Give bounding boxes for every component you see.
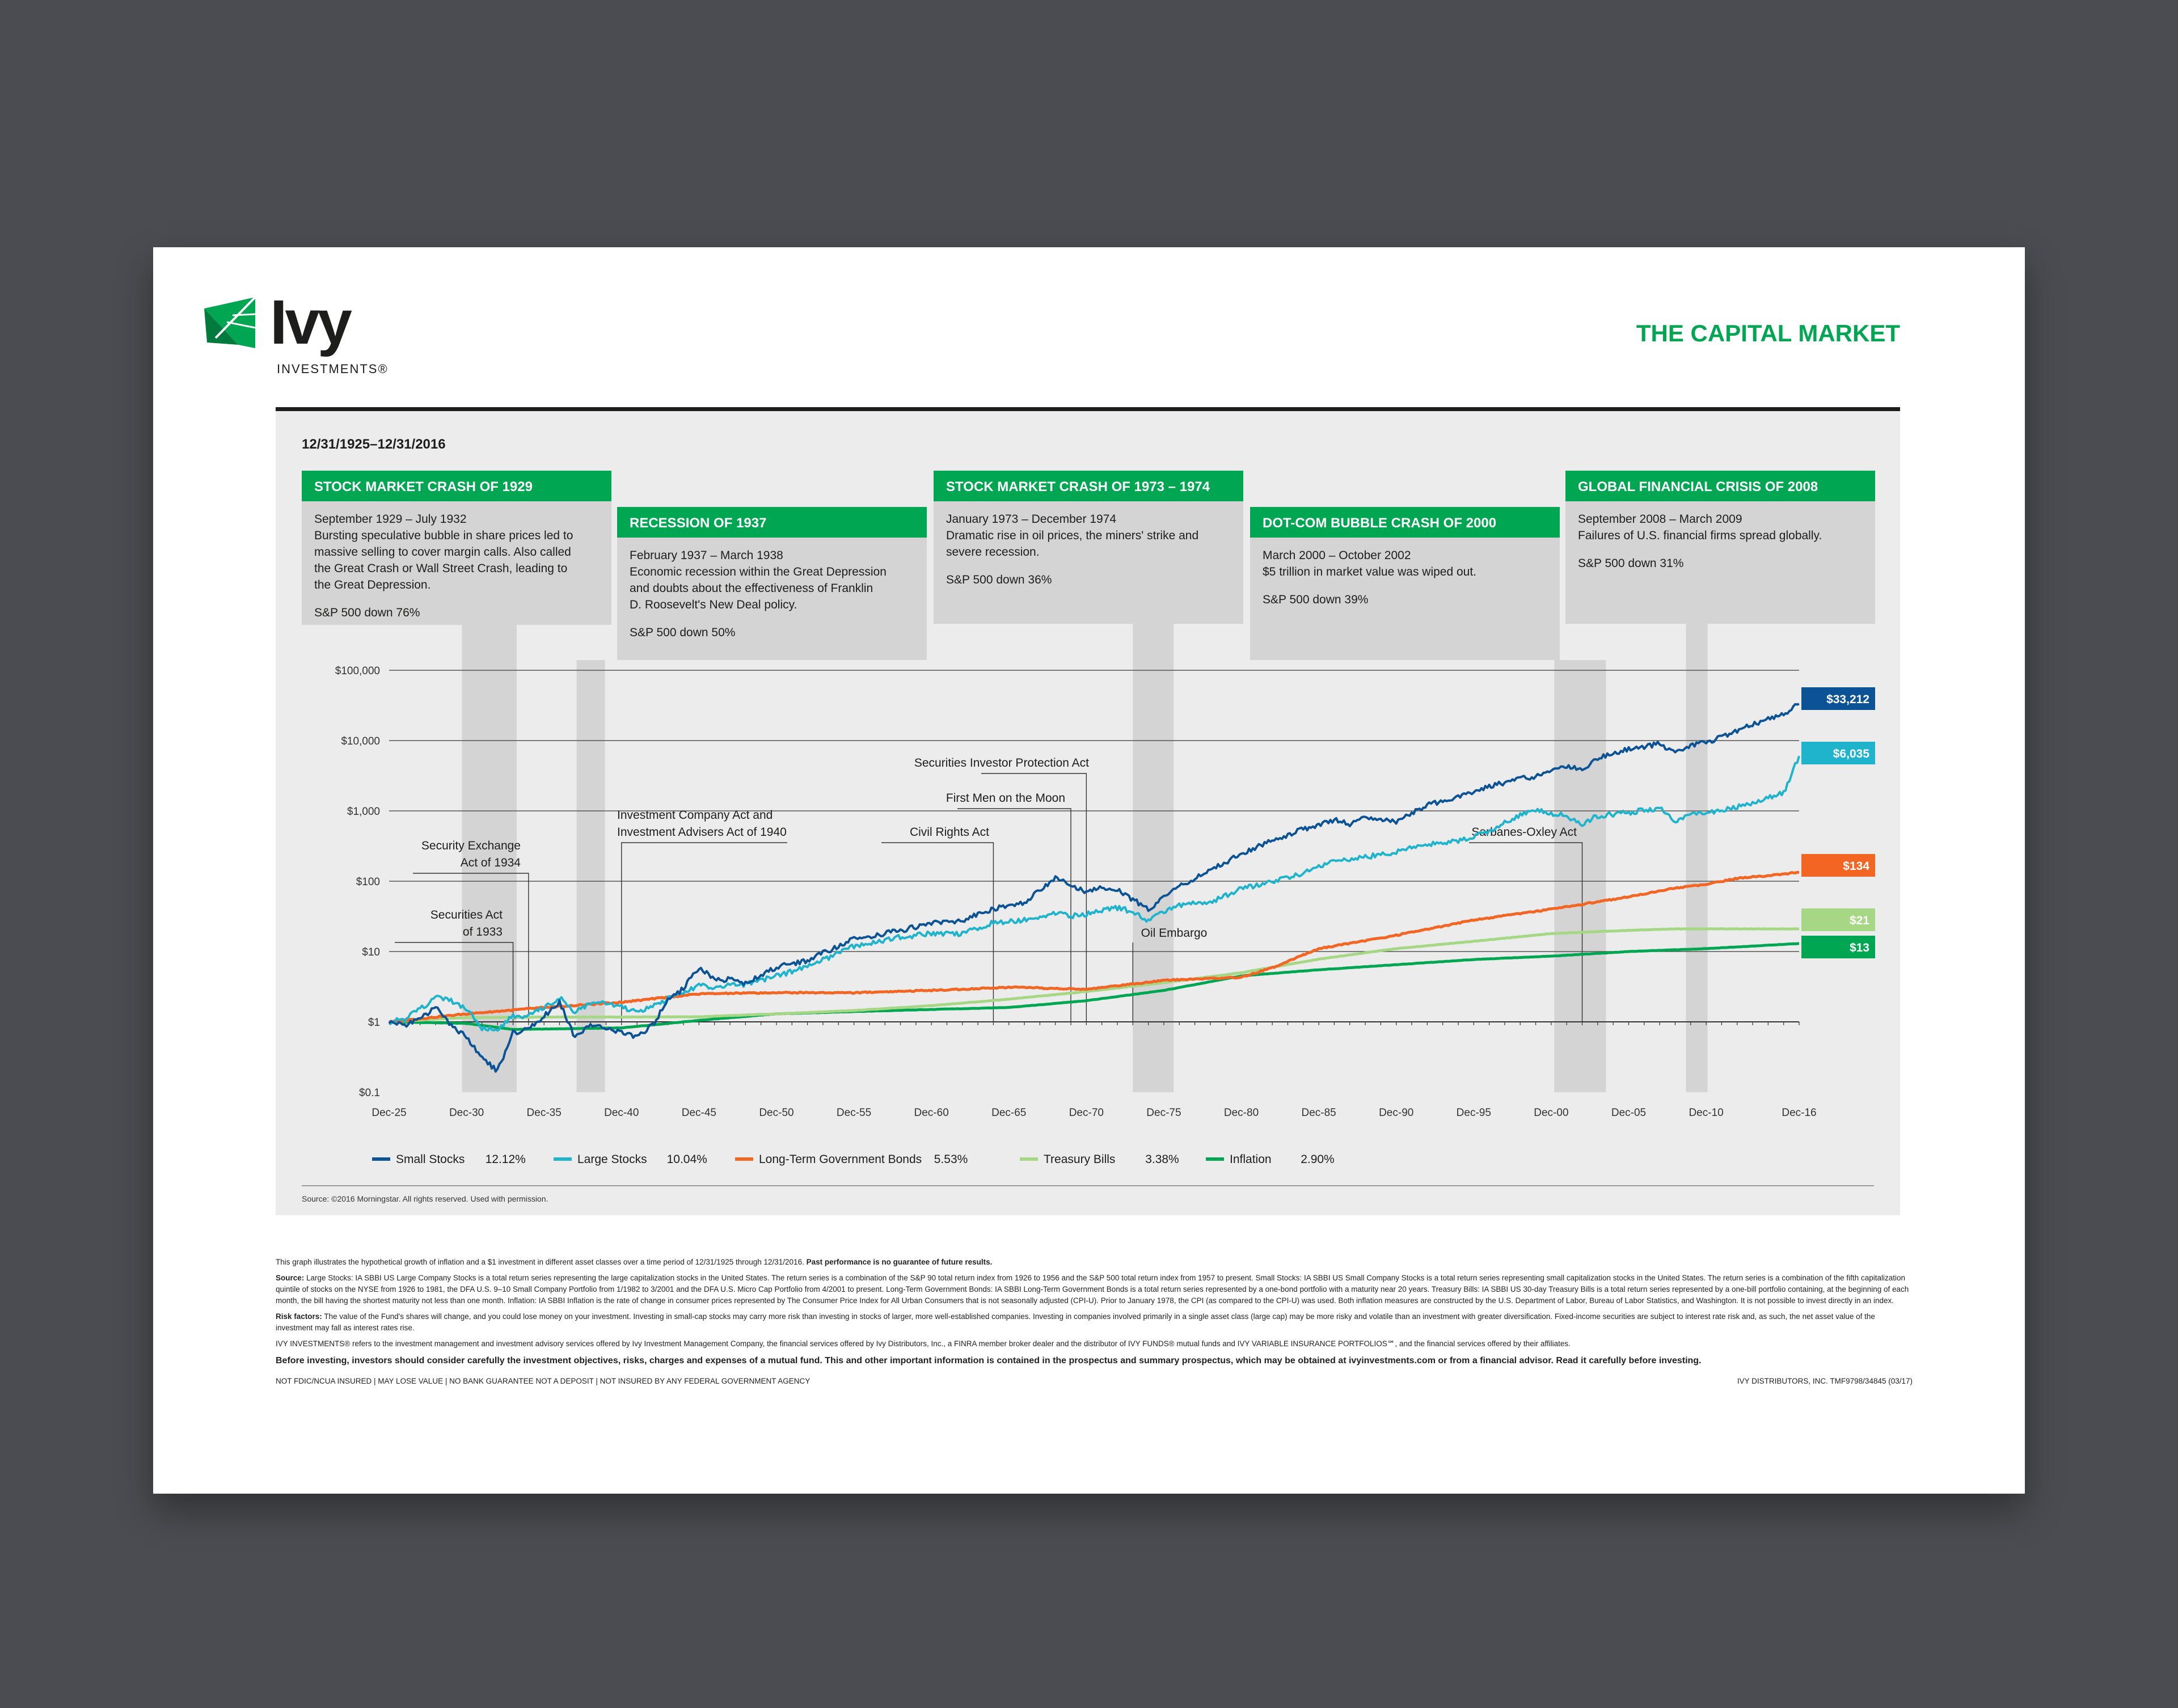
annotation-label: Investment Advisers Act of 1940 [617, 826, 787, 839]
x-tick-label: Dec-35 [526, 1107, 562, 1119]
y-tick-label: $1 [368, 1017, 380, 1029]
annotation-label: of 1933 [462, 925, 503, 938]
callout-result: S&P 500 down 50% [630, 626, 736, 639]
annotation-label: Act of 1934 [460, 856, 521, 869]
footer-code: IVY DISTRIBUTORS, INC. TMF9798/34845 (03/17) [1737, 1377, 1913, 1385]
legend-name: Treasury Bills [1044, 1153, 1116, 1166]
callout-text: January 1973 – December 1974 [946, 513, 1117, 526]
legend-rate: 2.90% [1301, 1153, 1335, 1166]
callout-title: GLOBAL FINANCIAL CRISIS OF 2008 [1578, 479, 1818, 494]
callout-result: S&P 500 down 76% [314, 606, 420, 619]
crisis-callout [934, 471, 1243, 624]
poster-sheet [153, 247, 2025, 1494]
callout-text: the Great Crash or Wall Street Crash, leading to [314, 562, 568, 575]
x-tick-label: Dec-75 [1146, 1107, 1181, 1119]
end-label-value: $13 [1849, 941, 1869, 954]
legend-rate: 5.53% [934, 1153, 968, 1166]
y-tick-label: $10 [362, 946, 380, 958]
callout-title: STOCK MARKET CRASH OF 1973 – 1974 [946, 479, 1210, 494]
x-tick-label: Dec-65 [991, 1107, 1027, 1119]
end-label [1801, 908, 1875, 931]
callout-text: September 1929 – July 1932 [314, 513, 467, 526]
annotation-label: Investment Company Act and [617, 809, 773, 822]
footer-bottom [276, 1376, 1913, 1387]
x-tick-label: Dec-55 [836, 1107, 872, 1119]
callout-text: Bursting speculative bubble in share prices led to [314, 529, 573, 542]
y-tick-label: $0.1 [359, 1087, 380, 1099]
annotation-label: Oil Embargo [1141, 927, 1208, 940]
crisis-callout [1250, 507, 1560, 660]
legend-item [1020, 1153, 1179, 1166]
callout-text: Failures of U.S. financial firms spread globally. [1578, 529, 1822, 542]
callout-title: DOT-COM BUBBLE CRASH OF 2000 [1263, 515, 1497, 531]
annotation-label: First Men on the Moon [946, 792, 1065, 805]
page-title: THE CAPITAL MARKET [1636, 320, 1900, 346]
callout-title: RECESSION OF 1937 [630, 515, 767, 531]
callout-result: S&P 500 down 36% [946, 573, 1052, 586]
footer-risk: Risk factors: The value of the Fund's shares will change, and you could lose money on your investment. Investing in small-cap stocks may carry more risk than investing in stocks of larger, more well-established companies. Investing in companies involved primarily in a single asset class (large cap) may be more risky and volatile than an investment with greater diversification. Fixed-income securities are subject to interest rate risk and, as such, the net asset value of the investment may fall as interest rates rise. [276, 1312, 1875, 1332]
y-tick-label: $100 [356, 876, 380, 888]
x-tick-label: Dec-85 [1301, 1107, 1336, 1119]
x-tick-label: Dec-10 [1689, 1107, 1724, 1119]
crisis-callout [617, 507, 927, 660]
annotation-label: Civil Rights Act [909, 826, 989, 839]
y-tick-label: $1,000 [347, 806, 380, 818]
end-label [1801, 854, 1875, 877]
y-tick-label: $10,000 [341, 735, 380, 747]
end-label-value: $33,212 [1826, 693, 1869, 706]
footer-disclosures [276, 1257, 1913, 1387]
callout-text: September 2008 – March 2009 [1578, 513, 1742, 526]
x-tick-label: Dec-16 [1782, 1107, 1817, 1119]
legend-name: Large Stocks [577, 1153, 647, 1166]
annotation-label: Securities Act [430, 908, 503, 921]
callout-result: S&P 500 down 39% [1263, 593, 1369, 606]
callout-text: Economic recession within the Great Depression [630, 565, 887, 578]
chart-period: 12/31/1925–12/31/2016 [302, 437, 446, 452]
footer-disclaimer: NOT FDIC/NCUA INSURED | MAY LOSE VALUE | NO BANK GUARANTEE NOT A DEPOSIT | NOT INSURED BY ANY FEDERAL GOVERNMENT AGENCY [276, 1377, 811, 1385]
brand-name: Ivy [270, 288, 350, 357]
callout-text: the Great Depression. [314, 578, 431, 591]
crisis-callout [302, 471, 611, 625]
legend-name: Small Stocks [396, 1153, 465, 1166]
x-tick-label: Dec-25 [372, 1107, 407, 1119]
end-label [1801, 742, 1875, 764]
crisis-callout [1565, 471, 1875, 624]
y-tick-label: $100,000 [335, 665, 380, 677]
legend-rate: 10.04% [666, 1153, 707, 1166]
chart-source: Source: ©2016 Morningstar. All rights reserved. Used with permission. [302, 1194, 548, 1203]
end-label-value: $6,035 [1833, 747, 1869, 760]
callout-text: February 1937 – March 1938 [630, 549, 783, 562]
callout-title: STOCK MARKET CRASH OF 1929 [314, 479, 533, 494]
x-tick-label: Dec-40 [604, 1107, 639, 1119]
crisis-band [1554, 660, 1606, 1092]
callout-text: Dramatic rise in oil prices, the miners' strike and [946, 529, 1199, 542]
x-tick-label: Dec-50 [759, 1107, 794, 1119]
end-label [1801, 936, 1875, 958]
x-tick-label: Dec-60 [914, 1107, 949, 1119]
callout-text: severe recession. [946, 546, 1040, 559]
end-label-value: $134 [1843, 860, 1869, 873]
leaf-icon [204, 297, 255, 348]
x-tick-label: Dec-45 [681, 1107, 716, 1119]
x-tick-label: Dec-90 [1379, 1107, 1414, 1119]
x-tick-label: Dec-70 [1069, 1107, 1104, 1119]
callout-text: massive selling to cover margin calls. Also called [314, 546, 571, 559]
end-label-value: $21 [1849, 914, 1869, 927]
x-tick-label: Dec-05 [1611, 1107, 1647, 1119]
annotation-label: Security Exchange [421, 839, 521, 852]
header-rule [276, 407, 1900, 411]
end-label [1801, 687, 1875, 710]
footer-before-investing: Before investing, investors should consider carefully the investment objectives, risks, charges and expenses of a mutual fund. This and other important information is contained in the prospectus and summary prospectus, which may be obtained at ivyinvestments.com or from a financial advisor. Read it carefully before investing. [276, 1356, 1702, 1365]
footer-source: Source: Large Stocks: IA SBBI US Large Company Stocks is a total return series representing the large capitalization stocks in the United States. The return series is a combination of the S&P 90 total return index from 1926 to 1956 and the S&P 500 total return index from 1957 to present. Small Stocks: IA SBBI US Small Company Stocks is a total return series representing small capitalization stocks in the United States. The return series is a combination of the fifth capitalization quintile of stocks on the NYSE from 1926 to 1981, the DFA U.S. 9–10 Small Company Portfolio from 1/1982 to 3/2001 and the DFA U.S. Micro Cap Portfolio from 4/2001 to present. Long-Term Government Bonds: IA SBBI Long-Term Government Bonds is a total return series represented by a one-bond portfolio with a maturity near 20 years. Treasury Bills: IA SBBI US 30-day Treasury Bills is a total return series represented by a one-bill portfolio containing, at the beginning of each month, the bill having the shortest maturity not less than one month. Inflation: IA SBBI Inflation is the rate of change in consumer prices represented by The Consumer Price Index for All Urban Consumers that is not seasonally adjusted (CPI-U). Prior to January 1978, the CPI (as compared to the CPI-U) was used. Both inflation measures are constructed by the U.S. Department of Labor, Bureau of Labor Statistics, and Washington. It is not possible to invest directly in an index. [276, 1274, 1909, 1305]
legend-name: Long-Term Government Bonds [759, 1153, 922, 1166]
brand-subtitle: INVESTMENTS® [277, 362, 389, 376]
legend-name: Inflation [1230, 1153, 1272, 1166]
ivy-logo [204, 288, 389, 376]
x-tick-label: Dec-30 [449, 1107, 484, 1119]
annotation-label: Sarbanes-Oxley Act [1471, 826, 1577, 839]
footer-intro: This graph illustrates the hypothetical growth of inflation and a $1 investment in different asset classes over a time period of 12/31/1925 through 12/31/2016. Past performance is no guarantee of future results. [276, 1258, 993, 1266]
x-tick-label: Dec-80 [1223, 1107, 1259, 1119]
legend-rate: 12.12% [485, 1153, 526, 1166]
callout-result: S&P 500 down 31% [1578, 557, 1684, 570]
footer-ivy: IVY INVESTMENTS® refers to the investment management and investment advisory services offered by Ivy Investment Management Company, the financial services offered by Ivy Distributors, Inc., a FINRA member broker dealer and the distributor of IVY FUNDS® mutual funds and IVY VARIABLE INSURANCE PORTFOLIOS℠, and the financial services offered by their affiliates. [276, 1339, 1571, 1348]
x-tick-label: Dec-95 [1456, 1107, 1491, 1119]
callout-text: D. Roosevelt's New Deal policy. [630, 598, 797, 611]
callout-text: and doubts about the effectiveness of Franklin [630, 582, 873, 595]
legend-rate: 3.38% [1145, 1153, 1179, 1166]
annotation-label: Securities Investor Protection Act [914, 756, 1089, 770]
x-tick-label: Dec-00 [1534, 1107, 1569, 1119]
callout-text: $5 trillion in market value was wiped out. [1263, 565, 1477, 578]
callout-text: March 2000 – October 2002 [1263, 549, 1411, 562]
